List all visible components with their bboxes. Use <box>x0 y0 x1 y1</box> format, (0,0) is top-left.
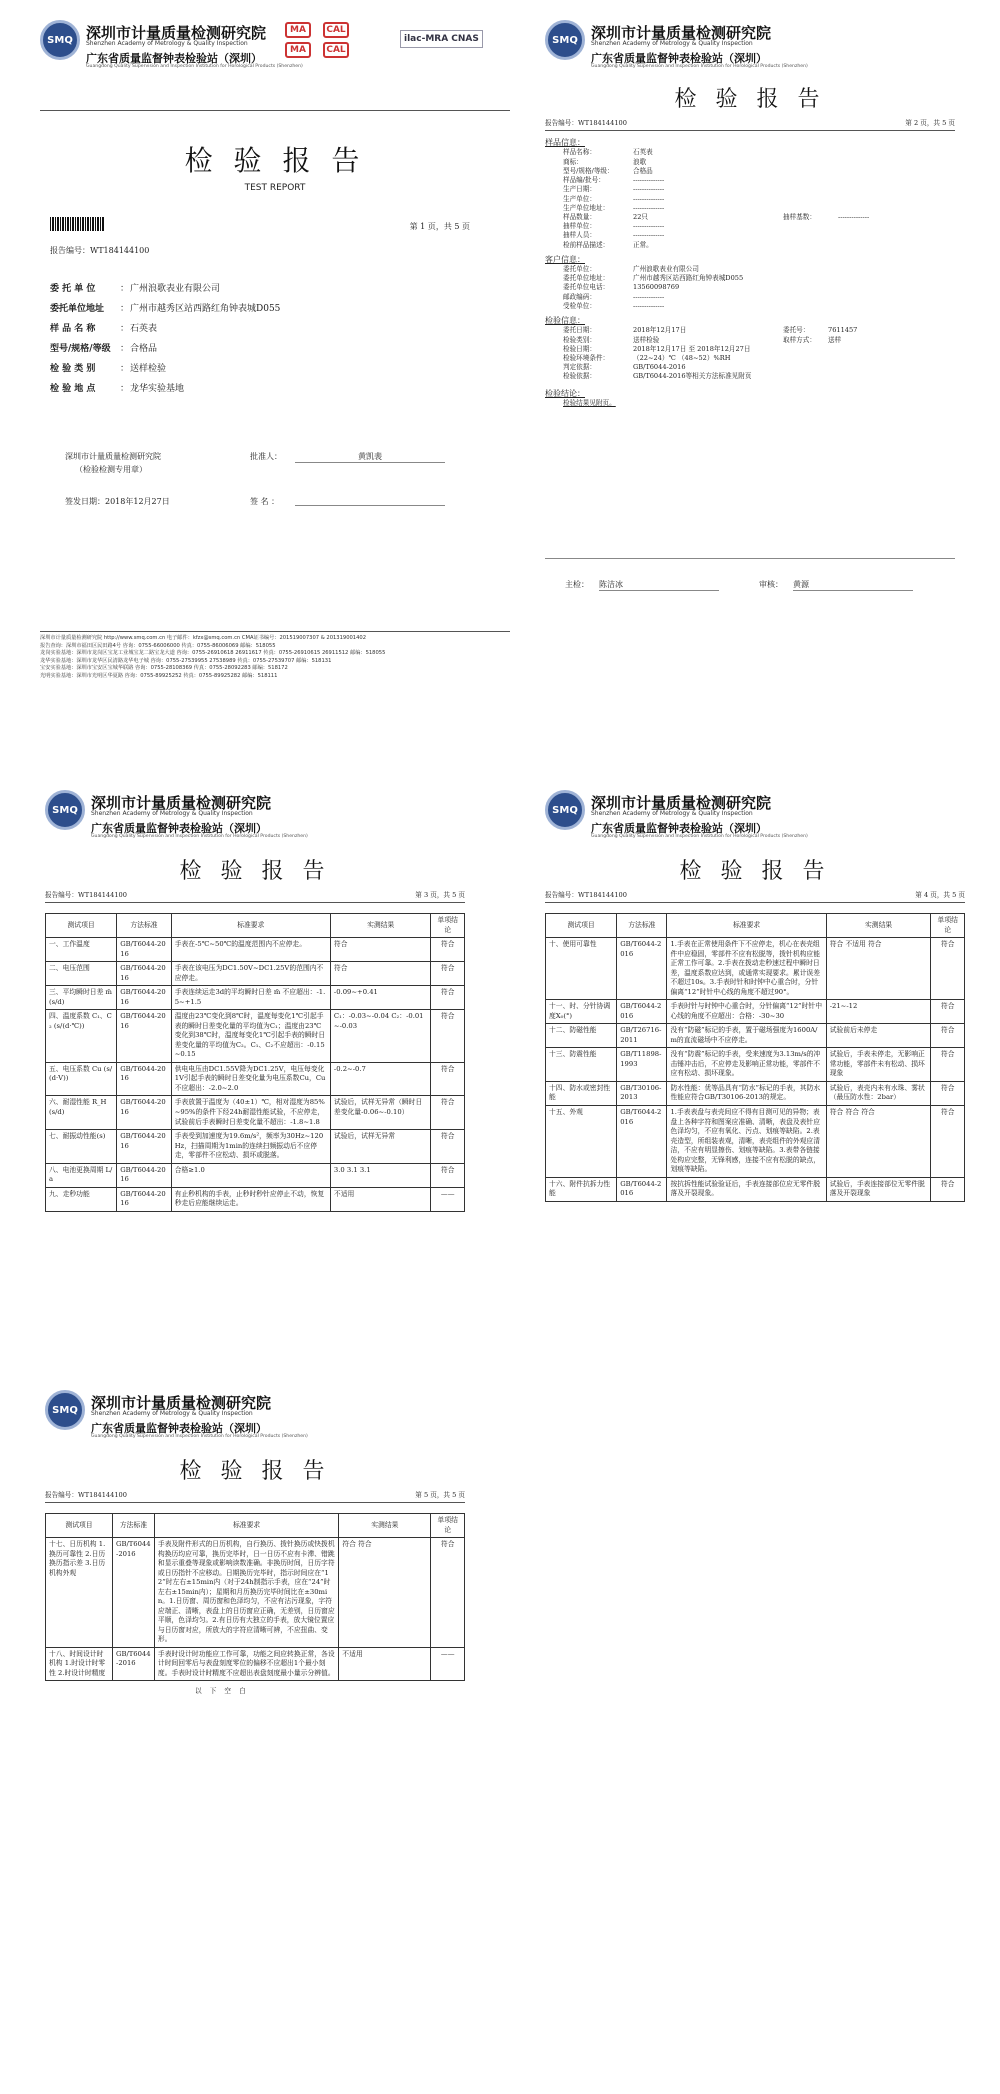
table-cell: GB/T6044-2016 <box>617 1000 667 1024</box>
cal-mark-icon: CAL <box>323 42 349 58</box>
report-title: 检 验 报 告 <box>679 859 831 884</box>
table-cell: 手表在该电压为DC1.50V~DC1.25V的范围内不应停走。 <box>171 962 330 986</box>
field-row: 型号/规格/等级 ： 合格品 <box>50 344 158 354</box>
smq-logo-icon: SMQ <box>45 790 85 830</box>
report-title: 检 验 报 告 <box>179 1459 331 1484</box>
table-cell: 符合 <box>431 962 465 986</box>
table-cell: 六、耐湿性能 R_H (s/d) <box>46 1096 117 1130</box>
table-row <box>46 1062 465 1096</box>
results-table: 测试项目 方法标准 标准要求 实测结果 单项结论 一、工作温度 GB/T6044-2016 手表在-5℃~50℃的温度范围内不应停走。 符合 符合 二、电压范围 GB/T6044-2016 手表在该电压为DC1.50V~DC1.25V的范围内不应停走。 符合 符合 三、平均瞬时日差 m̄ (s/d) GB/T6044-2016 手表连续运走3d的平均瞬时日差 m̄ 不应超出：-1.5~+1.5 -0.09~+0.41 符合 四、温度系数 C₁、C₂ (s/(d·℃)) GB/T6044-2016 温度由23℃变化到8℃时，温度每变化1℃引起手表的瞬时日差变化量的平均值为C₁；温度由23℃变化到38℃时，温度每变化1℃引起手表的瞬时日差变化量的平均值为C₂。C₁、C₂不应超出：-0.15~0.15 C₁：-0.03~-0.04 C₂：-0.01~-0.03 符合 五、电压系数 Cu (s/(d·V)) GB/T6044-2016 供电电压由DC1.55V降为DC1.25V，电压每变化1V引起手表的瞬时日差变化量为电压系数Cu，Cu不应超出：-2.0~2.0 -0.2~-0.7 符合 六、耐湿性能 R_H (s/d) GB/T6044-2016 手表放置于温度为（40±1）℃，相对湿度为85%~95%的条件下经24h耐湿性能试验，不应停走，试验前后手表瞬时日差变化量不超出：-1.8~1.8 试验后，试样无异常（瞬时日差变化量-0.06~-0.10） 符合 七、耐振动性能(s) GB/T6044-2016 手表受到加速度为19.6m/s²，频率为30Hz~120Hz，扫描周期为1min的连续扫频振动后不应停走，零部件不应松动、损坏或脱落。 试验后，试样无异常 符合 八、电池更换周期 L/a GB/T6044-2016 合格≥1.0 3.0 3.1 3.1 符合 九、走秒功能 GB/T6044-2016 有止秒机构的手表，止秒时秒针应停止不动，恢复秒走后应能继续运走。 不适用 —— <box>45 913 465 1211</box>
page-number: 第 4 页，共 5 页 <box>915 891 965 899</box>
station-title-en: Guangdong Quality Supervision and Inspection Institution for Horological Products (Shenzhen) <box>91 834 308 839</box>
results-table: 测试项目 方法标准 标准要求 实测结果 单项结论 十、使用可靠性 GB/T6044-2016 1.手表在正常使用条件下不应停走，机心在表壳组件中应稳固，零部件不应有松脱等，拨针机构应能正常工作可靠。2.手表在拨动走秒速过程中瞬时日差，温度系数应达到，或通常实现要求。累计误差不超过10s。3.手表时针和时钟中心重合时，分针偏离“12”时针中心线的角度不超过90°。 符合 不适用 符合 符合 十一、时、分针协调度X₀(°) GB/T6044-2016 手表时针与时钟中心重合时，分针偏离“12”时针中心线的角度不应超出：合格：-30~30 -21~-12 符合 十二、防磁性能 GB/T26716-2011 没有“防磁”标记的手表，置于磁场强度为1600A/m的直流磁场中不应停走。 试验前后未停走 符合 十三、防震性能 GB/T11898-1993 没有“防震”标记的手表，受来速度为3.13m/s的冲击锤冲击后，不应停走及影响正常功能，零部件不应有松动、损坏现象。 试验后，手表未停走，无影响正常功能，零部件未有松动、损坏现象 符合 十四、防水或密封性能 GB/T30106-2013 防水性能：优等品具有“防水”标记的手表，其防水性能应符合GB/T30106-2013的规定。 试验后，表壳内未有水珠、雾状（最压防水性：2bar） 符合 十五、外观 GB/T6044-2016 1.手表表盘与表壳间应不得有目测可见的异物；表盘上各种字符和图案应准确、清晰，表盘及表针应色泽均匀，不应有氧化、污点、划痕等缺陷。2.表壳造型，所组装表观，清晰，表壳组件的外观应清洁，不应有明显擦伤、划痕等缺陷。3.表带各链接处构应完整，无锋利感，连接不应有松脱的缺点，划痕等缺陷。 符合 符合 符合 符合 十六、附件抗拆力性能 GB/T6044-2016 按抗拆性能试验验证后，手表连接部位应无零件脱落及开裂现象。 试验后，手表连接部位无零件脱落及开裂现象 符合 <box>545 913 965 1201</box>
table-row <box>46 962 465 986</box>
end-marker: 以 下 空 白 <box>195 1687 249 1696</box>
table-row <box>546 1081 965 1105</box>
table-cell: 八、电池更换周期 L/a <box>46 1163 117 1187</box>
table-cell: GB/T6044-2016 <box>617 938 667 1000</box>
table-row <box>546 1024 965 1048</box>
table-cell: 没有“防震”标记的手表，受来速度为3.13m/s的冲击锤冲击后，不应停走及影响正常功能，零部件不应有松动、损坏现象。 <box>667 1048 826 1082</box>
table-cell: 符合 <box>431 1163 465 1187</box>
table-cell: GB/T6044-2016 <box>117 1130 171 1164</box>
field-row: 委 托 单 位 ： 广州浪歌表业有限公司 <box>50 284 221 294</box>
signatures: 主检： 陈洁冰 审核： 黄源 <box>545 579 955 591</box>
table-cell: 十三、防震性能 <box>546 1048 617 1082</box>
table-cell: 十四、防水或密封性能 <box>546 1081 617 1105</box>
table-cell: 3.0 3.1 3.1 <box>330 1163 431 1187</box>
report-page-1 <box>40 20 510 720</box>
smq-logo-icon: SMQ <box>45 1390 85 1430</box>
issuer-org: 深圳市计量质量检测研究院 <box>65 452 161 461</box>
table-cell: 不适用 <box>339 1647 431 1681</box>
issuer-org-seal: （检验检测专用章） <box>75 465 147 474</box>
table-cell: GB/T6044-2016 <box>117 938 171 962</box>
table-cell: GB/T6044-2016 <box>117 1010 171 1063</box>
table-cell: 七、耐振动性能(s) <box>46 1130 117 1164</box>
cal-mark-icon: CAL <box>323 22 349 38</box>
table-cell: 没有“防磁”标记的手表，置于磁场强度为1600A/m的直流磁场中不应停走。 <box>667 1024 826 1048</box>
table-cell: 符合 <box>431 1130 465 1164</box>
table-row <box>546 1048 965 1082</box>
smq-logo-icon: SMQ <box>545 790 585 830</box>
table-cell: 手表连续运走3d的平均瞬时日差 m̄ 不应超出：-1.5~+1.5 <box>171 986 330 1010</box>
table-row <box>46 938 465 962</box>
station-title-en: Guangdong Quality Supervision and Inspection Institution for Horological Products (Shenzhen) <box>91 1434 308 1439</box>
table-cell: 按抗拆性能试验验证后，手表连接部位应无零件脱落及开裂现象。 <box>667 1177 826 1201</box>
table-cell: GB/T6044-2016 <box>117 1062 171 1096</box>
table-row <box>46 1187 465 1211</box>
table-cell: 符合 <box>431 1010 465 1063</box>
report-page-3 <box>45 790 465 1350</box>
table-cell: GB/T6044-2016 <box>117 1163 171 1187</box>
table-cell: GB/T6044-2016 <box>113 1538 155 1648</box>
table-cell: GB/T30106-2013 <box>617 1081 667 1105</box>
table-row <box>546 1177 965 1201</box>
table-row <box>46 986 465 1010</box>
field-row: 检 验 类 别 ： 送样检验 <box>50 364 167 374</box>
table-row <box>46 1163 465 1187</box>
station-title: 广东省质量监督钟表检验站（深圳） <box>91 822 267 835</box>
table-cell: 试验前后未停走 <box>826 1024 931 1048</box>
field-row: 委托单位地址 ： 广州市越秀区站西路红角钟表城D055 <box>50 304 281 314</box>
table-cell: 符合 <box>931 1000 965 1024</box>
institute-title: 深圳市计量质量检测研究院 <box>591 24 772 42</box>
cma-mark-icon: MA <box>285 22 311 38</box>
page-header <box>545 20 955 80</box>
table-row <box>46 1130 465 1164</box>
table-cell: 试验后，手表连接部位无零件脱落及开裂现象 <box>826 1177 931 1201</box>
table-cell: 十七、日历机构 1.换历可靠性 2.日历换历指示差 3.日历机构外观 <box>46 1538 113 1648</box>
table-cell: 手表时针与时钟中心重合时，分针偏离“12”时针中心线的角度不应超出：合格：-30~30 <box>667 1000 826 1024</box>
report-number: 报告编号：WT184144100 <box>545 891 627 899</box>
table-cell: —— <box>431 1647 465 1681</box>
client-info: 客户信息： 委托单位： 广州浪歌表业有限公司 委托单位地址： 广州市越秀区站西路红角钟表城D055 委托单位电话： 13560098769 邮政编码： -------------- 受检单位： -------------- <box>545 254 744 310</box>
report-title-en: TEST REPORT <box>244 183 306 193</box>
table-cell: 供电电压由DC1.55V降为DC1.25V，电压每变化1V引起手表的瞬时日差变化量为电压系数Cu，Cu不应超出：-2.0~2.0 <box>171 1062 330 1096</box>
station-title: 广东省质量监督钟表检验站（深圳） <box>591 822 767 835</box>
table-cell: 1.手表表盘与表壳间应不得有目测可见的异物；表盘上各种字符和图案应准确、清晰，表盘及表针应色泽均匀，不应有氧化、污点、划痕等缺陷。2.表壳造型，所组装表观，清晰，表壳组件的外观应清洁，不应有明显擦伤、划痕等缺陷。3.表带各链接处构应完整，无锋利感，连接不应有松脱的缺点，划痕等缺陷。 <box>667 1105 826 1177</box>
institute-title: 深圳市计量质量检测研究院 <box>86 24 267 42</box>
smq-logo-icon: SMQ <box>40 20 80 60</box>
table-cell: 符合 <box>931 1048 965 1082</box>
report-number: 报告编号：WT184144100 <box>45 891 127 899</box>
table-row <box>46 1647 465 1681</box>
report-page-5 <box>45 1390 465 1890</box>
table-cell: 手表受到加速度为19.6m/s²，频率为30Hz~120Hz，扫描周期为1min的连续扫频振动后不应停走，零部件不应松动、损坏或脱落。 <box>171 1130 330 1164</box>
table-cell: GB/T6044-2016 <box>117 1187 171 1211</box>
report-number: 报告编号：WT184144100 <box>45 1491 127 1499</box>
table-cell: 十六、附件抗拆力性能 <box>546 1177 617 1201</box>
table-cell: 符合 <box>431 986 465 1010</box>
table-cell: 试验后，手表未停走，无影响正常功能，零部件未有松动、损坏现象 <box>826 1048 931 1082</box>
table-cell: 符合 <box>330 938 431 962</box>
table-cell: 符合 <box>431 938 465 962</box>
table-cell: 符合 <box>431 1096 465 1130</box>
page-header <box>45 790 465 850</box>
table-cell: 十一、时、分针协调度X₀(°) <box>546 1000 617 1024</box>
field-row: 检 验 地 点 ： 龙华实验基地 <box>50 384 185 394</box>
table-cell: -0.09~+0.41 <box>330 986 431 1010</box>
table-cell: 符合 <box>330 962 431 986</box>
table-row <box>546 1105 965 1177</box>
table-cell: 手表在-5℃~50℃的温度范围内不应停走。 <box>171 938 330 962</box>
sample-info: 样品信息： 样品名称： 石英表 商标： 浪歌 型号/规格/等级： 合格品 样品编/批号： -------------- 生产日期： -------------- 生产单位： -------------- 生产单位地址： -------------- 样品数量： 22只 抽样基数： -------------- 抽样单位： -------------- 抽样人员： -------------- 检前样品描述： 正常。 <box>545 138 870 249</box>
institute-title-en: Shenzhen Academy of Metrology & Quality Inspection <box>91 810 253 817</box>
table-cell: -0.2~-0.7 <box>330 1062 431 1096</box>
table-cell: 试验后，试样无异常 <box>330 1130 431 1164</box>
table-row <box>46 1096 465 1130</box>
report-title: 检 验 报 告 <box>184 144 366 177</box>
report-number: 报告编号：WT184144100 <box>50 246 150 255</box>
page-number: 第 2 页，共 5 页 <box>905 119 955 127</box>
table-cell: 符合 <box>931 1105 965 1177</box>
report-number: 报告编号：WT184144100 <box>545 119 627 127</box>
table-cell: GB/T6044-2016 <box>617 1105 667 1177</box>
page-header <box>45 1390 465 1450</box>
table-cell: 一、工作温度 <box>46 938 117 962</box>
entrust-fields <box>50 281 510 401</box>
table-cell: —— <box>431 1187 465 1211</box>
table-cell: 符合 <box>931 938 965 1000</box>
table-cell: 五、电压系数 Cu (s/(d·V)) <box>46 1062 117 1096</box>
station-title-en: Guangdong Quality Supervision and Inspection Institution for Horological Products (Shenzhen) <box>86 64 303 69</box>
table-cell: GB/T6044-2016 <box>113 1647 155 1681</box>
table-cell: 合格≥1.0 <box>171 1163 330 1187</box>
signature-line <box>295 505 445 506</box>
table-cell: 手表时设计时功能应工作可靠，功能之间应转换正常，各设计时间回零后与表盘刻度零位的偏移不应超出1个最小刻度。手表时设计时精度不应超出表盘刻度最小量示分辨值。 <box>154 1647 338 1681</box>
table-cell: GB/T6044-2016 <box>117 962 171 986</box>
table-cell: 手表放置于温度为（40±1）℃，相对湿度为85%~95%的条件下经24h耐湿性能试验，不应停走，试验前后手表瞬时日差变化量不超出：-1.8~1.8 <box>171 1096 330 1130</box>
table-cell: C₁：-0.03~-0.04 C₂：-0.01~-0.03 <box>330 1010 431 1063</box>
results-table: 测试项目 方法标准 标准要求 实测结果 单项结论 十七、日历机构 1.换历可靠性 2.日历换历指示差 3.日历机构外观 GB/T6044-2016 手表及附件形式的日历机构，自行换历、拨针换历或快拨机构换历均应可靠，换历完毕时，日一日历不应有卡滞、错跳和显示重叠等现象或影响读数准确。非换历时间，日历字符或日历指针不应移动。日期换历完毕时，指示时间应在“12”时左右±15min内（对于24h制指示手表，应在“24”时左右±15min内）；星期和月历换历完毕时间比在±30min。1.日历窗、周历窗和色泽均匀，不应有沾污现象，字符应端正、清晰，表盘上的日历窗应正确，无差别，日历窗应平顺，色泽均匀。2.有日历有大独立的手表，放大镜位置应与日历窗对应，所放大的字符应清晰可辨，不应扭曲、变形。 符合 符合 符合 十八、时间设计时机构 1.时设计时零性 2.时设计时精度 GB/T6044-2016 手表时设计时功能应工作可靠，功能之间应转换正常，各设计时间回零后与表盘刻度零位的偏移不应超出1个最小刻度。手表时设计时精度不应超出表盘刻度最小量示分辨值。 不适用 —— <box>45 1513 465 1681</box>
institute-title-en: Shenzhen Academy of Metrology & Quality Inspection <box>591 40 753 47</box>
institute-title: 深圳市计量质量检测研究院 <box>91 1394 272 1412</box>
approver-label: 批准人： <box>250 452 282 461</box>
table-cell: -21~-12 <box>826 1000 931 1024</box>
approver-name: 黄凯裴 <box>295 451 445 463</box>
table-cell: 符合 <box>431 1062 465 1096</box>
institute-title-en: Shenzhen Academy of Metrology & Quality Inspection <box>91 1410 253 1417</box>
page-header <box>545 790 965 850</box>
station-title: 广东省质量监督钟表检验站（深圳） <box>86 52 262 65</box>
station-title-en: Guangdong Quality Supervision and Inspection Institution for Horological Products (Shenzhen) <box>591 834 808 839</box>
table-cell: 符合 <box>931 1024 965 1048</box>
table-cell: GB/T6044-2016 <box>117 986 171 1010</box>
table-cell: 三、平均瞬时日差 m̄ (s/d) <box>46 986 117 1010</box>
table-row <box>546 1000 965 1024</box>
station-title: 广东省质量监督钟表检验站（深圳） <box>91 1422 267 1435</box>
test-info: 检验信息： 委托日期： 2018年12月17日 委托号： 7611457 检验类别： 送样检验 取样方式： 送样 检验日期： 2018年12月17日 至 2018年12月27日 检验环境条件： （22~24）℃ （48~52）%RH 判定依据： GB/T6044-2016 检验依据： GB/T6044-2016等相关方法标准见附页 <box>545 316 858 381</box>
page-number: 第 3 页，共 5 页 <box>415 891 465 899</box>
table-cell: GB/T11898-1993 <box>617 1048 667 1082</box>
sign-date: 签发日期：2018年12月27日 <box>65 497 170 506</box>
station-title-en: Guangdong Quality Supervision and Inspection Institution for Horological Products (Shenzhen) <box>591 64 808 69</box>
table-cell: GB/T6044-2016 <box>117 1096 171 1130</box>
field-row: 样 品 名 称 ： 石英表 <box>50 324 158 334</box>
table-row <box>546 938 965 1000</box>
sign-label: 签 名 ： <box>250 497 280 506</box>
table-row <box>46 1538 465 1648</box>
institute-title-en: Shenzhen Academy of Metrology & Quality Inspection <box>591 810 753 817</box>
cma-mark-icon: MA <box>285 42 311 58</box>
table-cell: 符合 不适用 符合 <box>826 938 931 1000</box>
table-cell: GB/T6044-2016 <box>617 1177 667 1201</box>
report-title: 检 验 报 告 <box>674 87 826 112</box>
table-cell: 四、温度系数 C₁、C₂ (s/(d·℃)) <box>46 1010 117 1063</box>
page-number: 第 1 页，共 5 页 <box>409 222 470 231</box>
table-cell: 试验后，试样无异常（瞬时日差变化量-0.06~-0.10） <box>330 1096 431 1130</box>
table-cell: 温度由23℃变化到8℃时，温度每变化1℃引起手表的瞬时日差变化量的平均值为C₁；温度由23℃变化到38℃时，温度每变化1℃引起手表的瞬时日差变化量的平均值为C₂。C₁、C₂不应超出：-0.15~0.15 <box>171 1010 330 1063</box>
report-page-2 <box>545 20 955 680</box>
page-header <box>40 20 510 80</box>
page-number: 第 5 页，共 5 页 <box>415 1491 465 1499</box>
table-cell: 符合 <box>431 1538 465 1648</box>
table-cell: 手表及附件形式的日历机构，自行换历、拨针换历或快拨机构换历均应可靠，换历完毕时，日一日历不应有卡滞、错跳和显示重叠等现象或影响读数准确。非换历时间，日历字符或日历指针不应移动。日期换历完毕时，指示时间应在“12”时左右±15min内（对于24h制指示手表，应在“24”时左右±15min内）；星期和月历换历完毕时间比在±30min。1.日历窗、周历窗和色泽均匀，不应有沾污现象，字符应端正、清晰，表盘上的日历窗应正确，无差别，日历窗应平顺，色泽均匀。2.有日历有大独立的手表，放大镜位置应与日历窗对应，所放大的字符应清晰可辨，不应扭曲、变形。 <box>154 1538 338 1648</box>
cnas-mark-icon: ilac-MRA CNAS <box>400 30 483 48</box>
table-cell: 九、走秒功能 <box>46 1187 117 1211</box>
table-cell: 防水性能：优等品具有“防水”标记的手表，其防水性能应符合GB/T30106-2013的规定。 <box>667 1081 826 1105</box>
footer-contacts: 深圳市计量质量检测研究院 http://www.smq.com.cn 电子邮件：kfzx@smq.com.cn CMA证书编号：201519007307 & 201319001402 报告查询：深圳市福田区民田路4号 咨询：0755-66006000 传真：0755-86006069 邮编：518055 龙岗实验基地：深圳市龙岗区宝龙工业城宝龙二路宝龙大道 咨询：0755-26910618 26911617 传真：0755-26910615 26911512 邮编：518055 龙华实验基地：深圳市龙华区民清路龙华电子城 咨询：0755-27539955 27538989 传真：0755-27539707 邮编：518131 宝安实验基地：深圳市宝安区宝城华联路 咨询：0755-28108369 传真：0755-28092283 邮编：518172 光明实验基地：深圳市光明区华夏路 咨询：0755-89925252 传真：0755-89925282 邮编：518111 <box>40 635 386 679</box>
table-cell: 二、电压范围 <box>46 962 117 986</box>
institute-title-en: Shenzhen Academy of Metrology & Quality Inspection <box>86 40 248 47</box>
table-cell: 试验后，表壳内未有水珠、雾状（最压防水性：2bar） <box>826 1081 931 1105</box>
table-cell: 不适用 <box>330 1187 431 1211</box>
institute-title: 深圳市计量质量检测研究院 <box>591 794 772 812</box>
report-title: 检 验 报 告 <box>179 859 331 884</box>
table-cell: 符合 <box>931 1081 965 1105</box>
table-cell: 符合 <box>931 1177 965 1201</box>
barcode <box>50 217 105 231</box>
institute-title: 深圳市计量质量检测研究院 <box>91 794 272 812</box>
conclusion: 检验结论： 检验结果见附页。 <box>545 388 616 407</box>
report-page-4 <box>545 790 965 1350</box>
table-cell: 十、使用可靠性 <box>546 938 617 1000</box>
smq-logo-icon: SMQ <box>545 20 585 60</box>
table-row <box>46 1010 465 1063</box>
station-title: 广东省质量监督钟表检验站（深圳） <box>591 52 767 65</box>
table-cell: 1.手表在正常使用条件下不应停走，机心在表壳组件中应稳固，零部件不应有松脱等，拨针机构应能正常工作可靠。2.手表在拨动走秒速过程中瞬时日差，温度系数应达到，或通常实现要求。累计误差不超过10s。3.手表时针和时钟中心重合时，分针偏离“12”时针中心线的角度不超过90°。 <box>667 938 826 1000</box>
table-cell: 有止秒机构的手表，止秒时秒针应停止不动，恢复秒走后应能继续运走。 <box>171 1187 330 1211</box>
table-cell: 符合 符合 <box>339 1538 431 1648</box>
table-cell: 十五、外观 <box>546 1105 617 1177</box>
table-cell: GB/T26716-2011 <box>617 1024 667 1048</box>
table-cell: 十二、防磁性能 <box>546 1024 617 1048</box>
table-cell: 符合 符合 符合 <box>826 1105 931 1177</box>
table-cell: 十八、时间设计时机构 1.时设计时零性 2.时设计时精度 <box>46 1647 113 1681</box>
